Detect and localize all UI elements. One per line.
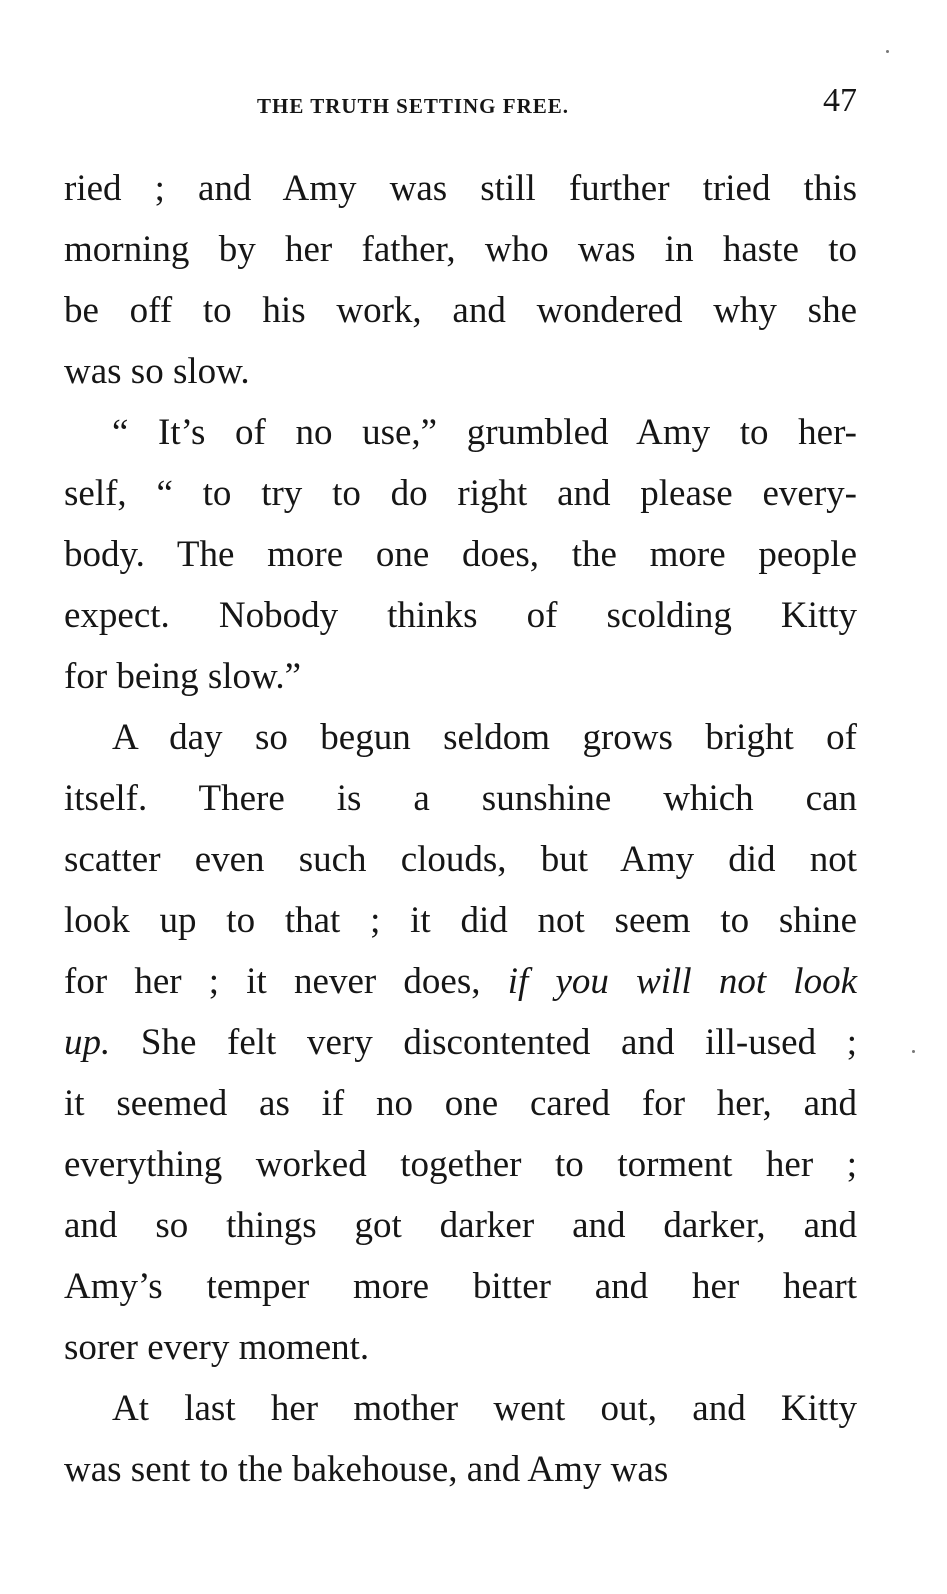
running-title: THE TRUTH SETTING FREE.	[257, 94, 570, 118]
text-line: scatter even such clouds, but Amy did not	[64, 839, 857, 880]
text-line: sorer every moment.	[64, 1327, 370, 1368]
paragraph	[64, 707, 857, 1378]
text-line: for being slow.”	[64, 656, 302, 697]
paragraph	[64, 1378, 857, 1500]
text-line: look up to that ; it did not seem to shine	[64, 900, 857, 941]
running-header	[62, 82, 857, 132]
text-line: up. She felt very discontented and ill-used ;	[64, 1022, 857, 1063]
text-line: and so things got darker and darker, and	[64, 1205, 857, 1246]
text-line: expect. Nobody thinks of scolding Kitty	[64, 595, 857, 636]
text-line: was sent to the bakehouse, and Amy was	[64, 1449, 669, 1490]
paragraph	[64, 158, 857, 402]
text-line: it seemed as if no one cared for her, and	[64, 1083, 857, 1124]
text-line: for her ; it never does, if you will not look	[64, 961, 858, 1002]
text-line: everything worked together to torment her ;	[64, 1144, 857, 1185]
text-line: be off to his work, and wondered why she	[64, 290, 857, 331]
text-line: was so slow.	[64, 351, 250, 392]
text-line: “ It’s of no use,” grumbled Amy to her-	[112, 412, 857, 453]
paragraph	[64, 402, 857, 707]
text-line: body. The more one does, the more people	[64, 534, 857, 575]
paper-speck	[912, 1050, 915, 1053]
text-line: self, “ to try to do right and please every-	[64, 473, 857, 514]
text-line: At last her mother went out, and Kitty	[112, 1388, 857, 1429]
page-number: 47	[823, 82, 857, 119]
paper-speck	[886, 50, 889, 53]
text-line: A day so begun seldom grows bright of	[112, 717, 857, 758]
text-line: Amy’s temper more bitter and her heart	[64, 1266, 857, 1307]
text-line: ried ; and Amy was still further tried this	[64, 168, 857, 209]
text-line: morning by her father, who was in haste to	[64, 229, 857, 270]
text-line: itself. There is a sunshine which can	[64, 778, 857, 819]
body-text	[64, 158, 857, 1500]
